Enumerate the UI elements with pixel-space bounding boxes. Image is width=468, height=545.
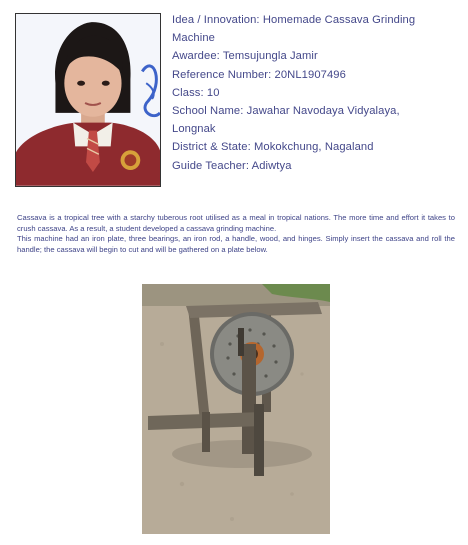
guide-teacher-line: Guide Teacher: Adiwtya <box>172 159 292 172</box>
description-paragraph-2: This machine had an iron plate, three bearings, an iron rod, a handle, wood, and hinges. Simply insert the cassava and roll the handle; the cassava will begin to cut and will be gathered on a plate below. <box>17 234 455 254</box>
reference-line: Reference Number: 20NL1907496 <box>172 68 346 81</box>
description-paragraph-1: Cassava is a tropical tree with a starchy tuberous root utilised as a meal in tropical nations. The more time and effort it takes to crush cassava. As a result, a student developed a cassava grinding machine. <box>17 213 455 233</box>
idea-line: Idea / Innovation: Homemade Cassava Grinding <box>172 14 416 26</box>
description <box>17 213 455 255</box>
portrait-illustration <box>16 14 160 186</box>
school-line-continued: Longnak <box>172 123 216 136</box>
awardee-line: Awardee: Temsujungla Jamir <box>172 50 318 63</box>
school-line: School Name: Jawahar Navodaya Vidyalaya, <box>172 105 400 118</box>
awardee-portrait-photo <box>15 13 161 187</box>
awardee-info <box>172 11 462 175</box>
machine-photo <box>142 284 330 534</box>
machine-illustration <box>142 284 330 534</box>
idea-line-continued: Machine <box>172 32 215 45</box>
district-line: District & State: Mokokchung, Nagaland <box>172 141 374 154</box>
class-line: Class: 10 <box>172 86 220 99</box>
